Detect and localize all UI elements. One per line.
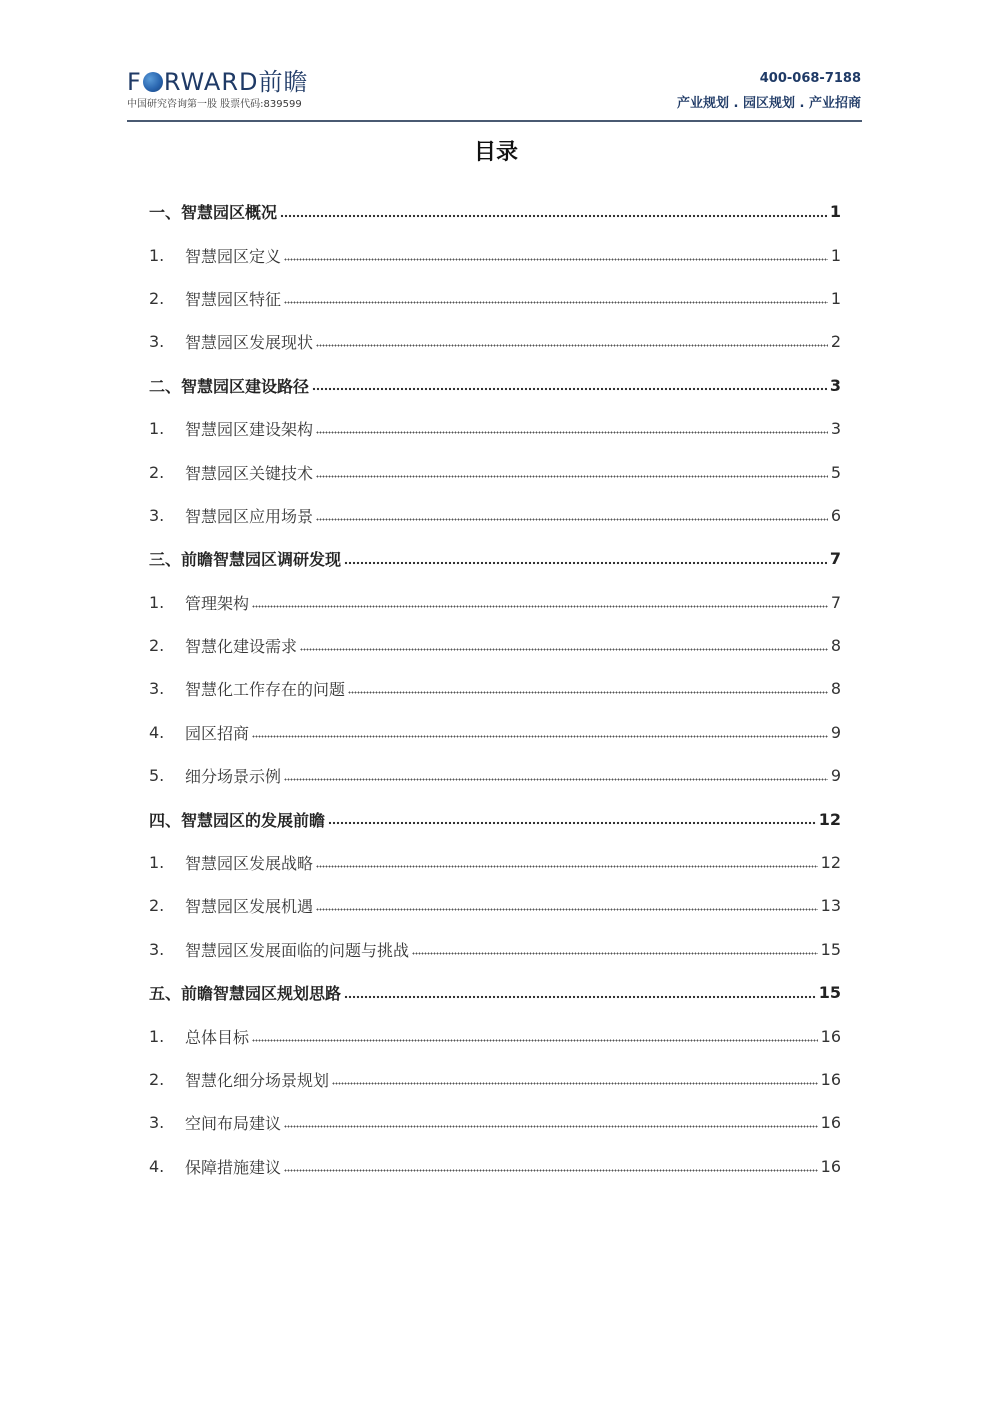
toc-subsection-entry[interactable] [149, 754, 841, 797]
toc-dot-leader [284, 294, 828, 310]
toc-subsection-entry[interactable] [149, 667, 841, 710]
toc-entry-number: 2. [149, 636, 165, 656]
toc-entry-number: 1. [149, 245, 165, 265]
toc-dot-leader [344, 555, 827, 571]
toc-entry-label: 智慧园区发展现状 [185, 333, 314, 353]
toc-dot-leader [412, 945, 818, 961]
toc-page-number: 12 [818, 809, 841, 829]
logo-rest: RWARD前瞻 [163, 68, 309, 96]
logo-prefix: F [127, 68, 142, 96]
forward-logo [127, 68, 309, 112]
toc-entry-number: 五、 [149, 984, 182, 1004]
toc-dot-leader [252, 728, 828, 744]
toc-entry-number: 三、 [149, 550, 182, 570]
toc-page-number: 9 [830, 722, 841, 742]
toc-page-number: 15 [818, 983, 841, 1003]
toc-entry-label: 智慧园区关键技术 [185, 463, 314, 483]
toc-entry-number: 1. [149, 592, 165, 612]
toc-subsection-entry[interactable] [149, 624, 841, 667]
toc-entry-number: 3. [149, 679, 165, 699]
toc-page-number: 8 [830, 679, 841, 699]
toc-subsection-entry[interactable] [149, 233, 841, 276]
toc-page-number: 15 [820, 939, 841, 959]
toc-dot-leader [316, 425, 828, 441]
header-divider [127, 120, 862, 122]
toc-entry-number: 5. [149, 766, 165, 786]
toc-entry-label: 智慧化工作存在的问题 [185, 680, 346, 700]
toc-subsection-entry[interactable] [149, 928, 841, 971]
toc-subsection-entry[interactable] [149, 1014, 841, 1057]
toc-page-number: 1 [829, 202, 841, 222]
toc-page-number: 6 [830, 505, 841, 525]
toc-entry-number: 3. [149, 505, 165, 525]
toc-page-number: 12 [820, 853, 841, 873]
toc-entry-number: 2. [149, 1070, 165, 1089]
toc-entry-label: 智慧化细分场景规划 [185, 1071, 330, 1090]
toc-page-number: 16 [820, 1113, 841, 1133]
toc-entry-label: 智慧园区发展面临的问题与挑战 [185, 940, 410, 960]
toc-subsection-entry[interactable] [149, 711, 841, 754]
toc-subsection-entry[interactable] [149, 320, 841, 363]
toc-dot-leader [284, 251, 828, 267]
toc-page-number: 9 [830, 766, 841, 786]
toc-dot-leader [300, 642, 828, 658]
toc-entry-label: 智慧园区概况 [181, 203, 278, 223]
toc-entry-label: 总体目标 [185, 1027, 250, 1047]
toc-entry-label: 智慧园区定义 [185, 246, 282, 266]
toc-entry-number: 1. [149, 853, 165, 873]
toc-subsection-entry[interactable] [149, 407, 841, 450]
toc-page-number: 16 [820, 1026, 841, 1046]
toc-entry-number: 四、 [149, 810, 182, 830]
toc-entry-label: 智慧园区发展战略 [185, 854, 314, 874]
toc-page-number: 1 [830, 288, 841, 308]
phone-number: 400-068-7188 [759, 71, 861, 86]
toc-page-number: 7 [830, 592, 841, 612]
logo-tagline: 中国研究咨询第一股 股票代码:839599 [127, 99, 302, 110]
toc-page-number: 5 [830, 462, 841, 482]
toc-dot-leader [252, 598, 828, 614]
globe-icon [143, 72, 163, 92]
toc-page-number: 13 [820, 896, 841, 916]
toc-entry-number: 二、 [149, 376, 182, 396]
toc-page-number: 2 [830, 332, 841, 352]
toc-entry-number: 4. [149, 1156, 165, 1176]
toc-entry-label: 管理架构 [185, 593, 250, 613]
toc-dot-leader [284, 772, 828, 788]
toc-entry-label: 保障措施建议 [185, 1157, 282, 1177]
toc-entry-label: 智慧园区建设路径 [181, 376, 310, 396]
toc-page-number: 16 [820, 1070, 841, 1089]
toc-page-number: 1 [830, 245, 841, 265]
toc-section-entry[interactable] [149, 797, 841, 840]
toc-dot-leader [316, 511, 828, 527]
toc-section-entry[interactable] [149, 971, 841, 1014]
toc-entry-label: 前瞻智慧园区规划思路 [181, 984, 342, 1004]
toc-subsection-entry[interactable] [149, 494, 841, 537]
toc-dot-leader [328, 815, 816, 831]
toc-entry-label: 智慧园区发展机遇 [185, 897, 314, 917]
toc-page-number: 3 [830, 419, 841, 439]
toc-dot-leader [252, 1032, 818, 1048]
toc-dot-leader [284, 1119, 818, 1135]
toc-section-entry[interactable] [149, 537, 841, 580]
header-contact [677, 70, 861, 113]
toc-subsection-entry[interactable] [149, 1101, 841, 1144]
toc-dot-leader [316, 468, 828, 484]
toc-dot-leader [312, 381, 827, 397]
toc-dot-leader [284, 1162, 818, 1178]
toc-entry-label: 智慧园区的发展前瞻 [181, 810, 326, 830]
table-of-contents [149, 190, 841, 1188]
toc-entry-number: 1. [149, 419, 165, 439]
toc-page-number: 3 [829, 375, 841, 395]
toc-entry-label: 智慧园区应用场景 [185, 506, 314, 526]
toc-entry-label: 空间布局建议 [185, 1114, 282, 1134]
toc-dot-leader [344, 989, 816, 1005]
toc-section-entry[interactable] [149, 364, 841, 407]
page-title: 目录 [473, 140, 518, 165]
toc-subsection-entry[interactable] [149, 1058, 841, 1101]
toc-entry-label: 前瞻智慧园区调研发现 [181, 550, 342, 570]
toc-subsection-entry[interactable] [149, 277, 841, 320]
toc-dot-leader [316, 902, 818, 918]
toc-page-number: 16 [820, 1156, 841, 1176]
toc-subsection-entry[interactable] [149, 581, 841, 624]
toc-entry-label: 细分场景示例 [185, 767, 282, 787]
toc-section-entry[interactable] [149, 190, 841, 233]
toc-entry-number: 2. [149, 288, 165, 308]
toc-entry-label: 智慧化建设需求 [185, 637, 298, 657]
toc-subsection-entry[interactable] [149, 1145, 841, 1188]
toc-entry-label: 园区招商 [185, 723, 250, 743]
toc-dot-leader [316, 338, 828, 354]
toc-dot-leader [332, 1076, 818, 1092]
toc-subsection-entry[interactable] [149, 884, 841, 927]
toc-page-number: 8 [830, 636, 841, 656]
toc-entry-number: 1. [149, 1026, 165, 1046]
toc-entry-label: 智慧园区建设架构 [185, 420, 314, 440]
toc-page-number: 7 [829, 549, 841, 569]
logo-wordmark [127, 68, 309, 96]
toc-subsection-entry[interactable] [149, 450, 841, 493]
toc-entry-number: 3. [149, 1113, 165, 1133]
toc-entry-label: 智慧园区特征 [185, 289, 282, 309]
toc-entry-number: 4. [149, 722, 165, 742]
toc-entry-number: 3. [149, 332, 165, 352]
toc-dot-leader [348, 685, 828, 701]
toc-entry-number: 一、 [149, 203, 182, 223]
toc-dot-leader [280, 208, 827, 224]
toc-entry-number: 3. [149, 939, 165, 959]
toc-entry-number: 2. [149, 896, 165, 916]
services-line: 产业规划 . 园区规划 . 产业招商 [677, 96, 861, 111]
toc-subsection-entry[interactable] [149, 841, 841, 884]
toc-entry-number: 2. [149, 462, 165, 482]
toc-dot-leader [316, 859, 818, 875]
